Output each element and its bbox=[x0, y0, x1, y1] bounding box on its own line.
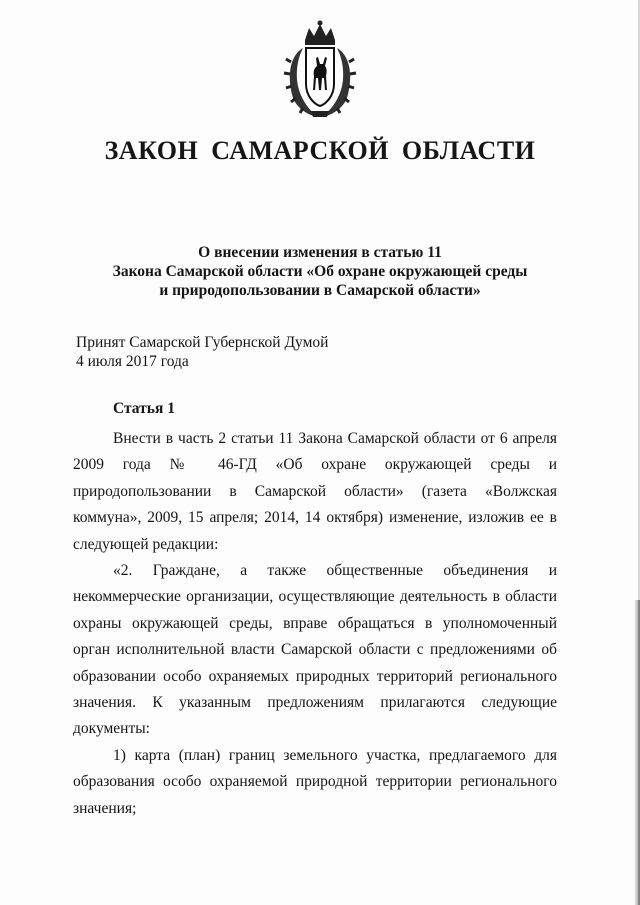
article-body bbox=[73, 426, 557, 822]
document-subtitle bbox=[0, 243, 640, 300]
article-paragraph: 1) карта (план) границ земельного участка, предлагаемого для образования особо охраняемой природной территории регионального значения; bbox=[73, 746, 557, 817]
document-title: ЗАКОН САМАРСКОЙ ОБЛАСТИ bbox=[104, 136, 536, 165]
adoption-note bbox=[76, 333, 328, 371]
adoption-body: Принят Самарской Губернской Думой bbox=[76, 334, 329, 351]
article-heading: Статья 1 bbox=[113, 400, 175, 417]
subtitle-line: О внесении изменения в статью 11 bbox=[198, 244, 442, 261]
samara-coat-of-arms-icon bbox=[283, 18, 357, 120]
subtitle-line: Закона Самарской области «Об охране окружающей среды bbox=[112, 263, 528, 280]
article-paragraph: «2. Граждане, а также общественные объединения и некоммерческие организации, осуществляющие деятельность в области охраны окружающей среды, вправе обращаться в уполномоченный орган исполнительной власти Самарской области с предложениями об образовании особо охраняемых природных территорий регионального значения. К указанным предложениям прилагаются следующие документы: bbox=[73, 562, 557, 738]
article-paragraph: Внести в часть 2 статьи 11 Закона Самарской области от 6 апреля 2009 года № 46-ГД «Об охране окружающей среды и природопользовании в Самарской области» (газета «Волжская коммуна», 2009, 15 апреля; 2014, 14 октября) изменение, изложив ее в следующей редакции: bbox=[73, 430, 557, 553]
adoption-date: 4 июля 2017 года bbox=[76, 353, 189, 370]
subtitle-line: и природопользовании в Самарской области» bbox=[159, 282, 481, 299]
scan-shadow bbox=[634, 600, 640, 905]
